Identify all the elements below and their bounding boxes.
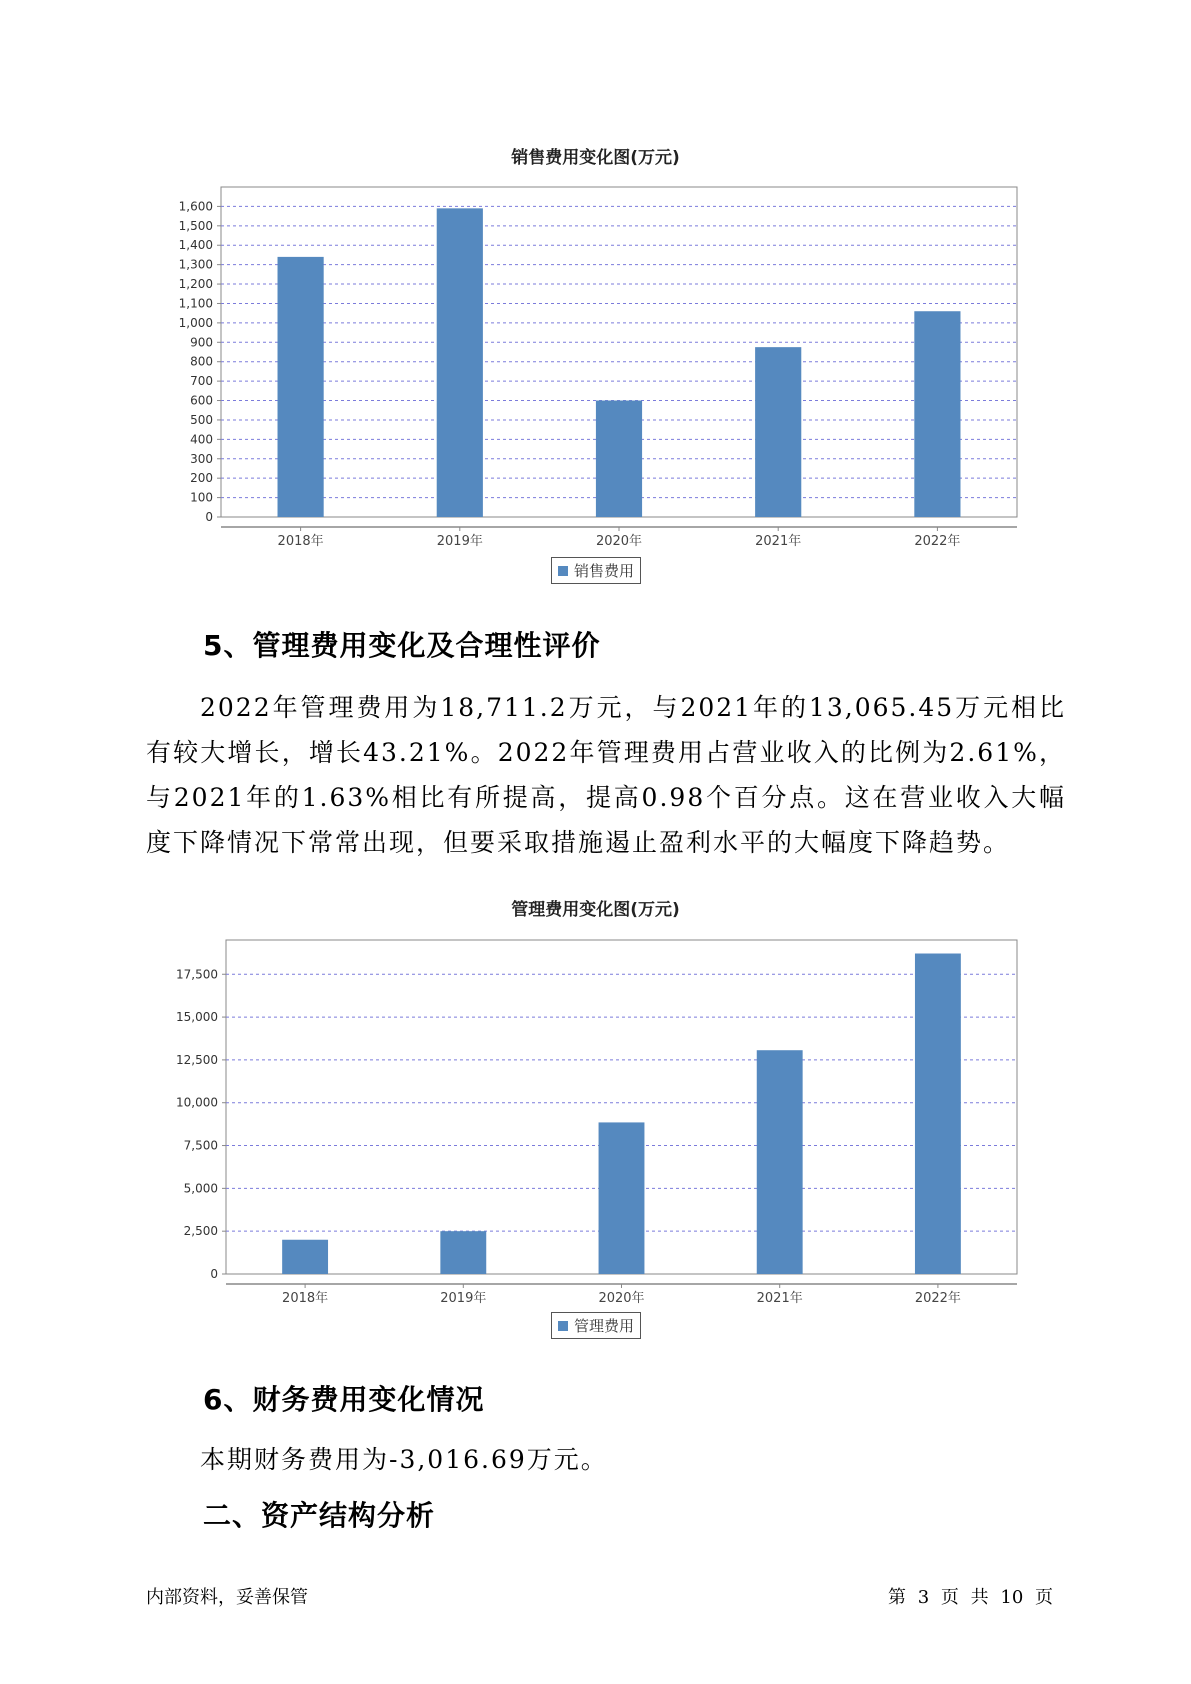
y-tick-label: 1,100 xyxy=(178,296,213,311)
bar xyxy=(755,347,801,517)
bar xyxy=(278,257,324,517)
y-tick-label: 200 xyxy=(190,471,213,486)
admin-expense-chart xyxy=(0,925,1191,1306)
section-two-heading: 二、资产结构分析 xyxy=(203,1499,436,1532)
section6-paragraph: 本期财务费用为-3,016.69万元。 xyxy=(200,1445,608,1474)
y-tick-label: 1,200 xyxy=(178,277,213,292)
y-tick-label: 12,500 xyxy=(176,1052,218,1067)
y-tick-label: 1,600 xyxy=(178,199,213,214)
section5-paragraph: 2022年管理费用为18,711.2万元，与2021年的13,065.45万元相比有较大增长，增长43.21%。2022年管理费用占营业收入的比例为2.61%，与2021年的1.63%相比有所提高，提高0.98个百分点。这在营业收入大幅度下降情况下常常出现，但要采取措施遏止盈利水平的大幅度下降趋势。 xyxy=(146,693,1066,857)
y-tick-label: 2,500 xyxy=(183,1224,218,1239)
bar xyxy=(440,1231,486,1274)
y-tick-label: 700 xyxy=(190,374,213,389)
x-tick-label: 2020年 xyxy=(598,1291,645,1306)
sales-chart-legend xyxy=(551,557,641,584)
y-tick-label: 1,000 xyxy=(178,315,213,330)
y-tick-label: 0 xyxy=(210,1267,218,1281)
y-tick-label: 0 xyxy=(205,510,213,524)
y-tick-label: 800 xyxy=(190,354,213,369)
bar xyxy=(282,1240,328,1274)
admin-chart-legend xyxy=(551,1312,641,1339)
sales-expense-chart xyxy=(0,170,1191,549)
y-tick-label: 10,000 xyxy=(176,1095,218,1110)
x-tick-label: 2021年 xyxy=(756,1291,803,1306)
x-tick-label: 2022年 xyxy=(914,1291,961,1306)
footer-confidential: 内部资料，妥善保管 xyxy=(146,1587,308,1608)
y-tick-label: 15,000 xyxy=(176,1010,218,1025)
y-tick-label: 100 xyxy=(190,490,213,505)
bar xyxy=(914,311,960,517)
y-tick-label: 5,000 xyxy=(183,1181,218,1196)
section5-heading: 5、管理费用变化及合理性评价 xyxy=(203,629,601,662)
bar xyxy=(437,208,483,517)
y-tick-label: 1,500 xyxy=(178,218,213,233)
legend-label: 销售费用 xyxy=(574,562,635,580)
admin-chart-title: 管理费用变化图(万元) xyxy=(511,900,680,920)
x-tick-label: 2019年 xyxy=(440,1291,487,1306)
x-tick-label: 2019年 xyxy=(436,534,483,549)
y-tick-label: 7,500 xyxy=(183,1138,218,1153)
footer-page-number: 第 3 页 共 10 页 xyxy=(888,1587,1053,1608)
y-tick-label: 500 xyxy=(190,412,213,427)
bar xyxy=(599,1122,645,1274)
sales-chart-title: 销售费用变化图(万元) xyxy=(511,148,680,168)
y-tick-label: 900 xyxy=(190,335,213,350)
bar xyxy=(915,954,961,1274)
y-tick-label: 17,500 xyxy=(176,967,218,982)
x-tick-label: 2018年 xyxy=(282,1291,329,1306)
y-tick-label: 1,300 xyxy=(178,257,213,272)
y-tick-label: 600 xyxy=(190,393,213,408)
bar xyxy=(757,1050,803,1274)
bar xyxy=(596,401,642,517)
y-tick-label: 300 xyxy=(190,451,213,466)
y-tick-label: 1,400 xyxy=(178,238,213,253)
x-tick-label: 2022年 xyxy=(914,534,961,549)
x-tick-label: 2020年 xyxy=(595,534,643,549)
section6-heading: 6、财务费用变化情况 xyxy=(203,1383,485,1416)
x-tick-label: 2018年 xyxy=(277,534,324,549)
y-tick-label: 400 xyxy=(190,432,213,447)
legend-swatch xyxy=(558,566,568,576)
legend-swatch xyxy=(558,1321,568,1331)
legend-label: 管理费用 xyxy=(574,1317,635,1335)
x-tick-label: 2021年 xyxy=(755,534,802,549)
